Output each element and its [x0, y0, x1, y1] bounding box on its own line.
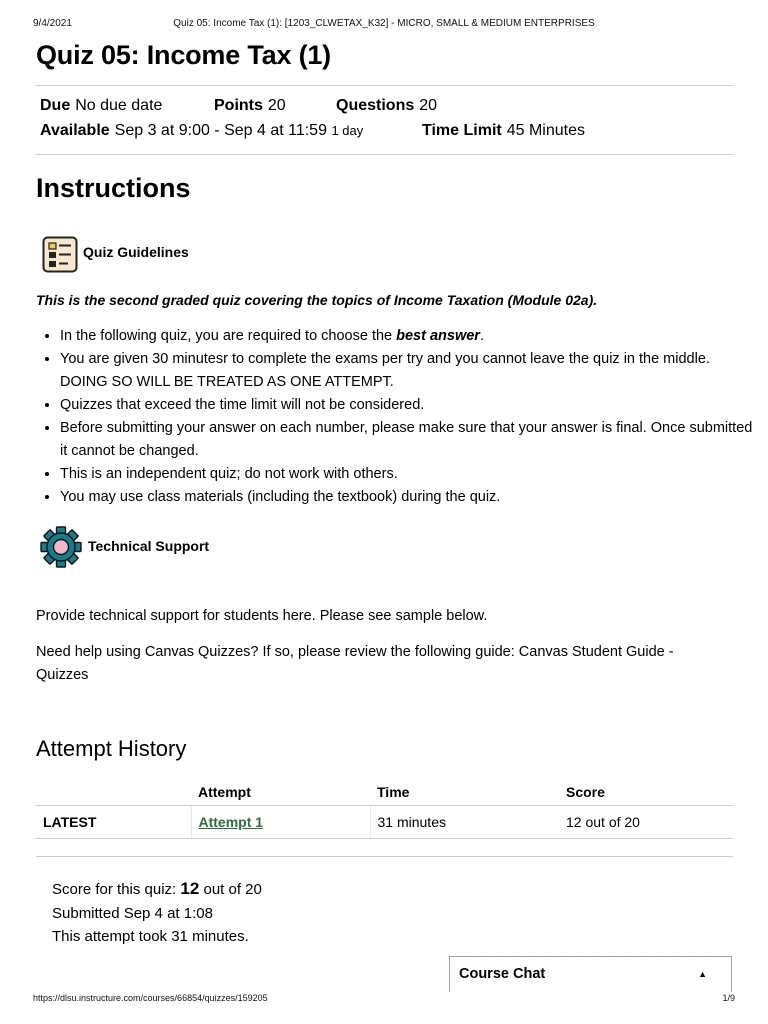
quiz-time-limit: [422, 122, 585, 140]
due-value: No due date: [75, 97, 163, 114]
column-header: Attempt: [191, 779, 370, 806]
support-text: Provide technical support for students here. Please see sample below.: [36, 608, 488, 624]
canvas-help-text: Need help using Canvas Quizzes? If so, please review the following guide: Canvas Student Guide - Quizzes: [36, 644, 674, 683]
attempt-score: 12 out of 20: [559, 806, 733, 839]
course-chat-label: Course Chat: [459, 966, 546, 982]
quiz-due: [40, 97, 162, 115]
questions-label: Questions: [336, 97, 415, 114]
submitted-line: Submitted Sep 4 at 1:08: [52, 904, 213, 922]
points-value: 20: [267, 97, 286, 114]
instructions-heading: Instructions: [36, 173, 191, 203]
attempt-history-table: [36, 779, 733, 839]
gear-icon: [40, 526, 82, 573]
time-limit-label: Time Limit: [422, 122, 502, 139]
checklist-icon: [42, 236, 78, 278]
due-label: Due: [40, 97, 71, 114]
divider: [36, 856, 733, 857]
attempt-history-heading: Attempt History: [36, 736, 187, 761]
points-label: Points: [214, 97, 263, 114]
attempt-link[interactable]: Attempt 1: [198, 814, 264, 830]
attempt-link-cell: [191, 806, 370, 839]
duration-line: This attempt took 31 minutes.: [52, 928, 249, 945]
attempt-label: LATEST: [36, 806, 191, 839]
column-header: [36, 779, 191, 806]
divider: [36, 154, 733, 155]
available-value: Sep 3 at 9:00 - Sep 4 at 11:59: [114, 122, 327, 139]
questions-value: 20: [419, 97, 438, 114]
quiz-intro: This is the second graded quiz covering the topics of Income Taxation (Module 02a).: [36, 292, 598, 308]
divider: [36, 85, 733, 86]
caret-up-icon[interactable]: ▲: [698, 969, 707, 979]
attempt-time: 31 minutes: [370, 806, 559, 839]
table-row: [36, 806, 733, 839]
print-url: https://dlsu.instructure.com/courses/66854/quizzes/159205: [33, 993, 268, 1003]
rule-item: • In the following quiz, you are required to choose the best answer.: [60, 325, 760, 348]
quiz-points: [214, 97, 286, 115]
print-header: [33, 18, 735, 32]
rule-item: • You are given 30 minutesr to complete the exams per try and you cannot leave the quiz in the middle. DOING SO WILL BE TREATED AS ONE ATTEMPT.: [60, 348, 760, 394]
rule-item: • This is an independent quiz; do not work with others.: [60, 463, 760, 486]
quiz-title: Quiz 05: Income Tax (1): [36, 40, 331, 70]
print-page-number: 1/9: [722, 993, 735, 1003]
score-summary: [52, 877, 262, 949]
table-header-row: [36, 779, 733, 806]
print-page-title: Quiz 05: Income Tax (1): [1203_CLWETAX_K32] - MICRO, SMALL & MEDIUM ENTERPRISES: [173, 18, 595, 29]
quiz-guidelines-label: Quiz Guidelines: [83, 244, 189, 260]
column-header: Time: [370, 779, 559, 806]
technical-support-label: Technical Support: [88, 538, 210, 554]
rules-list: [36, 325, 760, 509]
course-chat-widget[interactable]: [449, 956, 732, 992]
rule-item: • Quizzes that exceed the time limit will not be considered.: [60, 394, 760, 417]
quiz-questions: [336, 97, 437, 115]
print-footer: [33, 993, 735, 1007]
score-value: 12: [180, 879, 200, 898]
score-line: Score for this quiz: 12 out of 20: [52, 879, 262, 898]
print-date: 9/4/2021: [33, 18, 72, 29]
available-duration: 1 day: [331, 123, 364, 138]
rule-item: • You may use class materials (including the textbook) during the quiz.: [60, 486, 760, 509]
quiz-available: [40, 122, 363, 140]
column-header: Score: [559, 779, 733, 806]
time-limit-value: 45 Minutes: [506, 122, 585, 139]
rule-item: • Before submitting your answer on each number, please make sure that your answer is final. Once submitted it cannot be changed.: [60, 417, 760, 463]
available-label: Available: [40, 122, 110, 139]
